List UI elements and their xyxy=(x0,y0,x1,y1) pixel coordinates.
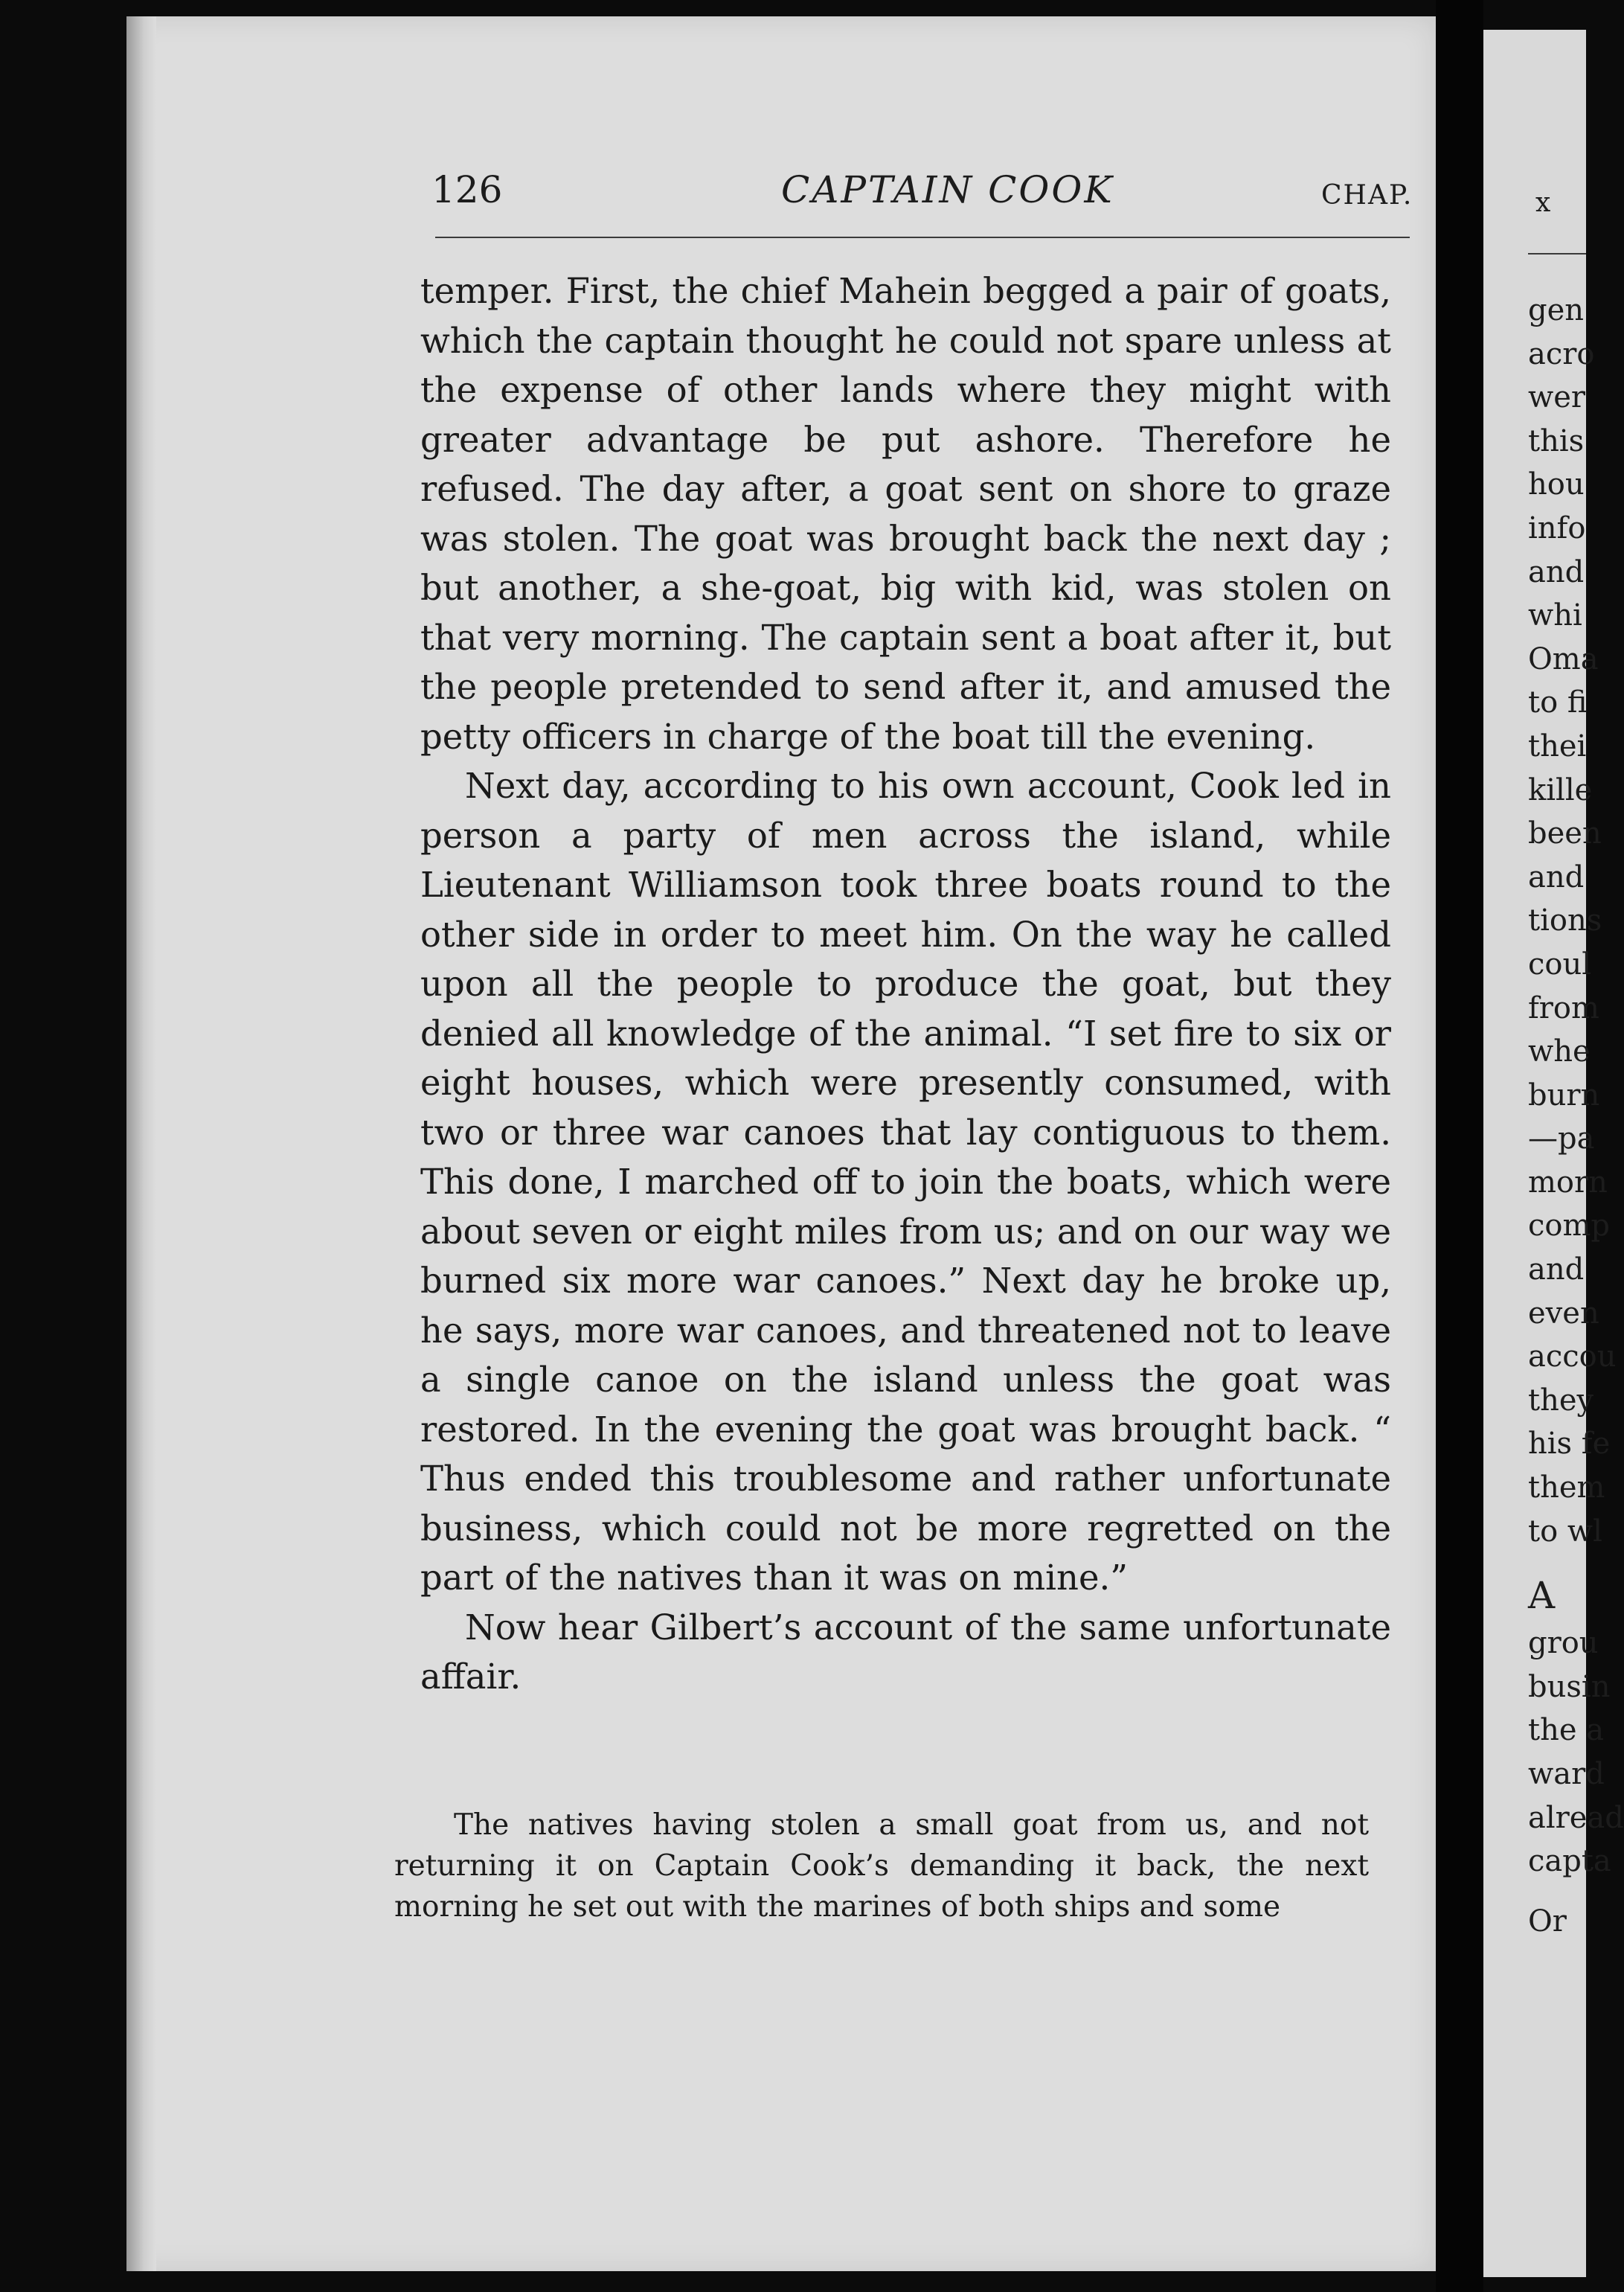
facing-line: busin xyxy=(1528,1669,1611,1704)
block-quote xyxy=(394,1805,1369,1927)
chapter-label: CHAP. xyxy=(1321,180,1413,211)
facing-line: kille xyxy=(1528,772,1593,807)
book-gutter xyxy=(1436,0,1483,2292)
facing-line: acro xyxy=(1528,336,1595,371)
facing-line: tions xyxy=(1528,903,1602,938)
facing-line: grou xyxy=(1528,1626,1599,1661)
facing-line: wer xyxy=(1528,380,1586,415)
facing-page-text xyxy=(1528,289,1624,1943)
facing-line: gen xyxy=(1528,293,1585,327)
paragraph-2: Next day, according to his own account, Cook led in person a party of men across the island, while Lieutenant Williamson took three boats round to the other side in order to meet him. On the way he called upon all the people to produce the goat, but they denied all knowledge of the animal. “I set fire to six or eight houses, which were presently consumed, with two or three war canoes that lay contiguous to them. This done, I marched off to join the boats, which were about seven or eight miles from us; and on our way we burned six more war canoes.” Next day he broke up, he says, more war canoes, and threatened not to leave a single canoe on the island unless the goat was restored. In the evening the goat was brought back. “ Thus ended this troublesome and rather unfortunate business, which could not be more regretted on the part of the natives than it was on mine.” xyxy=(420,766,1391,1598)
facing-line: been xyxy=(1528,816,1602,851)
facing-line: ward xyxy=(1528,1757,1605,1791)
facing-line: coul xyxy=(1528,947,1592,982)
facing-line: the a xyxy=(1528,1713,1605,1748)
facing-line: they xyxy=(1528,1383,1594,1418)
facing-header-rule xyxy=(1528,253,1586,255)
facing-line: Oma xyxy=(1528,641,1599,676)
facing-line: and xyxy=(1528,1252,1585,1287)
facing-line: A xyxy=(1528,1574,1556,1618)
facing-line: whi xyxy=(1528,598,1582,633)
facing-line: alread xyxy=(1528,1800,1624,1835)
facing-line: accou xyxy=(1528,1339,1617,1374)
facing-line: —pa xyxy=(1528,1121,1595,1156)
paragraph-gap xyxy=(1528,1883,1586,1900)
quote-text: The natives having stolen a small goat from us, and not returning it on Captain Cook’s demanding it back, the next morning he set out with the marines of both ships and some xyxy=(394,1808,1369,1924)
page-header xyxy=(431,168,1413,228)
facing-line: whe xyxy=(1528,1034,1591,1069)
header-rule xyxy=(435,237,1410,238)
facing-line: hou xyxy=(1528,467,1585,502)
paragraph-gap xyxy=(1528,1553,1586,1569)
facing-line: to wl xyxy=(1528,1514,1602,1549)
facing-line: comp xyxy=(1528,1209,1611,1243)
page-number: 126 xyxy=(431,168,503,211)
facing-line: even xyxy=(1528,1296,1599,1331)
running-title: CAPTAIN COOK xyxy=(781,168,1114,211)
facing-line: morn xyxy=(1528,1165,1608,1200)
paragraph-1: temper. First, the chief Mahein begged a pair of goats, which the captain thought he could not spare unless at the expense of other lands where they might with greater advantage be put ashore. Therefore he refused. The day after, a goat sent on shore to graze was stolen. The goat was brought back the next day ; but another, a she-goat, big with kid, was stolen on that very morning. The captain sent a boat after it, but the people pretended to send after it, and amused the petty officers in charge of the boat till the evening. xyxy=(420,271,1391,757)
facing-line: burn xyxy=(1528,1078,1600,1113)
facing-line: from xyxy=(1528,990,1599,1025)
facing-line: thei xyxy=(1528,729,1587,764)
facing-line: and xyxy=(1528,554,1585,589)
main-text xyxy=(420,266,1391,1702)
paragraph-3: Now hear Gilbert’s account of the same unfortunate affair. xyxy=(420,1607,1391,1697)
facing-line: and xyxy=(1528,860,1585,894)
facing-line: his fe xyxy=(1528,1427,1611,1462)
facing-line: info xyxy=(1528,510,1586,545)
facing-line: to fi xyxy=(1528,685,1588,720)
page-edge-shadow xyxy=(126,16,156,2271)
facing-chapter-label: x xyxy=(1535,188,1551,218)
facing-line: Or xyxy=(1528,1904,1567,1939)
facing-line: capta xyxy=(1528,1844,1611,1879)
facing-line: them xyxy=(1528,1470,1605,1505)
facing-line: this xyxy=(1528,423,1585,458)
